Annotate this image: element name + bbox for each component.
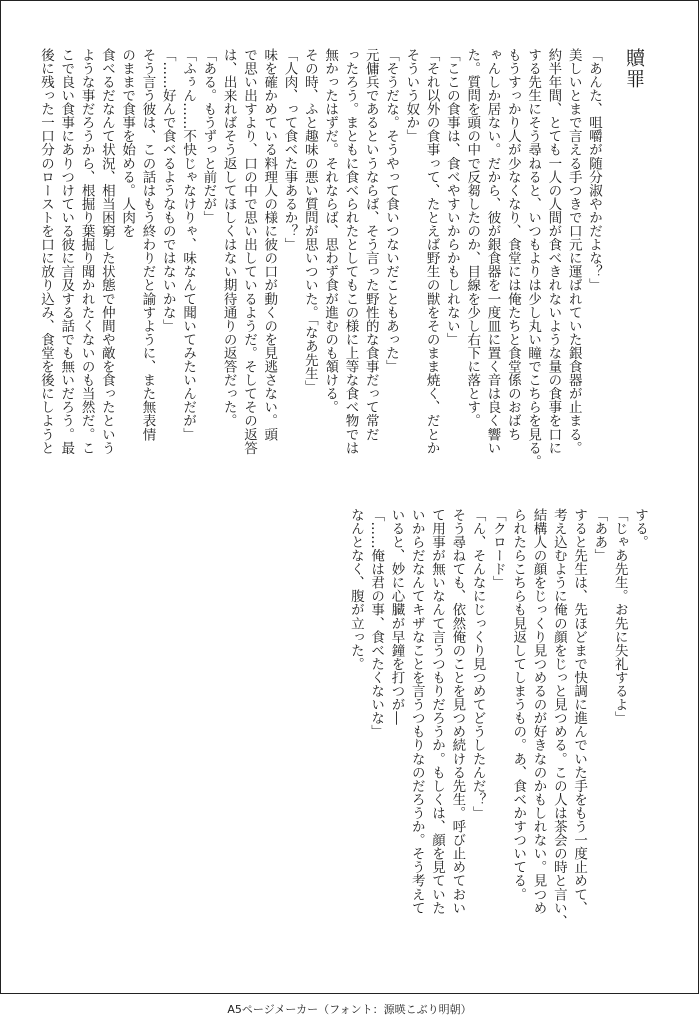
text-line: いからだなんてキザなことを言うつもりなのだろうか。そう考えて xyxy=(408,508,425,915)
text-line: 「じゃあ先生。お先に失礼するよ」 xyxy=(611,508,628,725)
text-line: 「……俺は君の事、食べたくないな」 xyxy=(368,508,385,739)
text-line: 「ああ」 xyxy=(591,508,608,563)
text-line: ったろう。まともに食べられたとしてもこの様に上等な食べ物では xyxy=(342,48,359,455)
text-line: 結構人の顔をじっくり見つめるのが好きなのかもしれない。見つめ xyxy=(530,508,547,915)
story-text-bottom xyxy=(340,508,650,948)
text-line: その時、ふと趣味の悪い質問が思いついた。「なあ先生」 xyxy=(301,48,318,394)
text-line: ような事だろうから、根掘り葉掘り聞かれたくないのも当然だ。こ xyxy=(78,48,95,455)
text-line: 「人肉、って食べた事あるか？」 xyxy=(281,48,298,252)
text-line: いると、妙に心臓が早鐘を打つが― xyxy=(388,508,405,725)
text-line: ゃんしか居ない。だから、彼が銀食器を一度皿に置く音は良く響い xyxy=(484,48,501,455)
text-line: すると先生は、先ほどまで快調に進んでいた手をもう一度止めて、 xyxy=(571,508,588,915)
text-line: 無かったはずだ。それならば、思わず食が進むのも頷ける。 xyxy=(322,48,339,414)
text-line: もうすっかり人が少なくなり、食堂には俺たちと食堂係のおばち xyxy=(504,48,521,441)
text-line: 「ここの食事は、食べやすいからかもしれない」 xyxy=(443,48,460,347)
text-line: 元傭兵であるというならば、そう言った野性的な食事だって常だ xyxy=(362,48,379,441)
story-text-top xyxy=(37,48,646,488)
text-line: 約半年間、とても一人の人間が食べきれないような量の食事を口に xyxy=(545,48,562,455)
text-line: 「あんた、咀嚼が随分淑やかだよな？」 xyxy=(586,48,602,292)
text-line: 美しいとまで言える手つきで口元に運ばれていた銀食器が止まる。 xyxy=(565,48,582,455)
text-line: そう言う彼は、この話はもう終わりだと諭すように、また無表情 xyxy=(139,48,156,441)
story-title: 贖罪 xyxy=(623,48,645,90)
text-line: られたらこちらも見返してしまうもの。あ、食べかすついてる。 xyxy=(510,508,527,901)
text-line: 「……好んで食べるようなものではないかな」 xyxy=(159,48,176,333)
text-line: なんとなく、腹が立った。 xyxy=(347,508,364,671)
text-line: た。質問を頭の中で反芻したのか、目線を少し右下に落とす。 xyxy=(464,48,481,428)
text-line: そういう奴か」 xyxy=(403,48,420,143)
text-line: 「ん、そんなにじっくり見つめてどうしたんだ？」 xyxy=(469,508,486,820)
text-line: 味を確かめている料理人の様に彼の口が動くのを見逃さない。頭 xyxy=(261,48,278,441)
text-line: て用事が無いなんて言うつもりだろうか。もしくは、顔を見ていた xyxy=(429,508,446,915)
text-line: 「それ以外の食事って、たとえば野生の獣をそのまま焼く、だとか xyxy=(423,48,440,455)
text-line: のままで食事を始める。人肉を xyxy=(119,48,136,238)
text-line: 「ある。もうずっと前だが」 xyxy=(200,48,217,225)
text-line: する。 xyxy=(632,508,648,549)
text-line: する先生にそう尋ねると、いつもよりは少し丸い瞳でこちらを見る。 xyxy=(525,48,542,469)
text-line: そう尋ねても、依然俺のことを見つめ続ける先生。呼び止めておい xyxy=(449,508,466,915)
text-line: 考え込むように俺の顔をじっと見つめる。この人は茶会の時と言い、 xyxy=(550,508,567,929)
text-line: 「クロード」 xyxy=(489,508,506,590)
text-line: こで良い食事にありつけている彼に言及する話でも無いだろう。最 xyxy=(58,48,75,455)
page-footer: A5ページメーカー（フォント：源暎こぶり明朝） xyxy=(227,1003,472,1016)
text-line: は、出来ればそう返してほしくはない期待通りの返答だった。 xyxy=(220,48,237,428)
text-line: 後に残った一口分のローストを口に放り込み、食堂を後にしようと xyxy=(37,48,54,455)
text-line: 「そうだな。そうやって食いつないだこともあった」 xyxy=(383,48,400,374)
text-line: 食べるだなんて状況、相当困窮した状態で仲間や敵を食ったという xyxy=(98,48,115,455)
text-line: 「ふぅん……不快じゃなけりゃ、味なんて聞いてみたいんだが」 xyxy=(180,48,197,441)
text-line: で思い出すより、口の中で思い出しているようだ。そしてその返答 xyxy=(240,48,257,455)
